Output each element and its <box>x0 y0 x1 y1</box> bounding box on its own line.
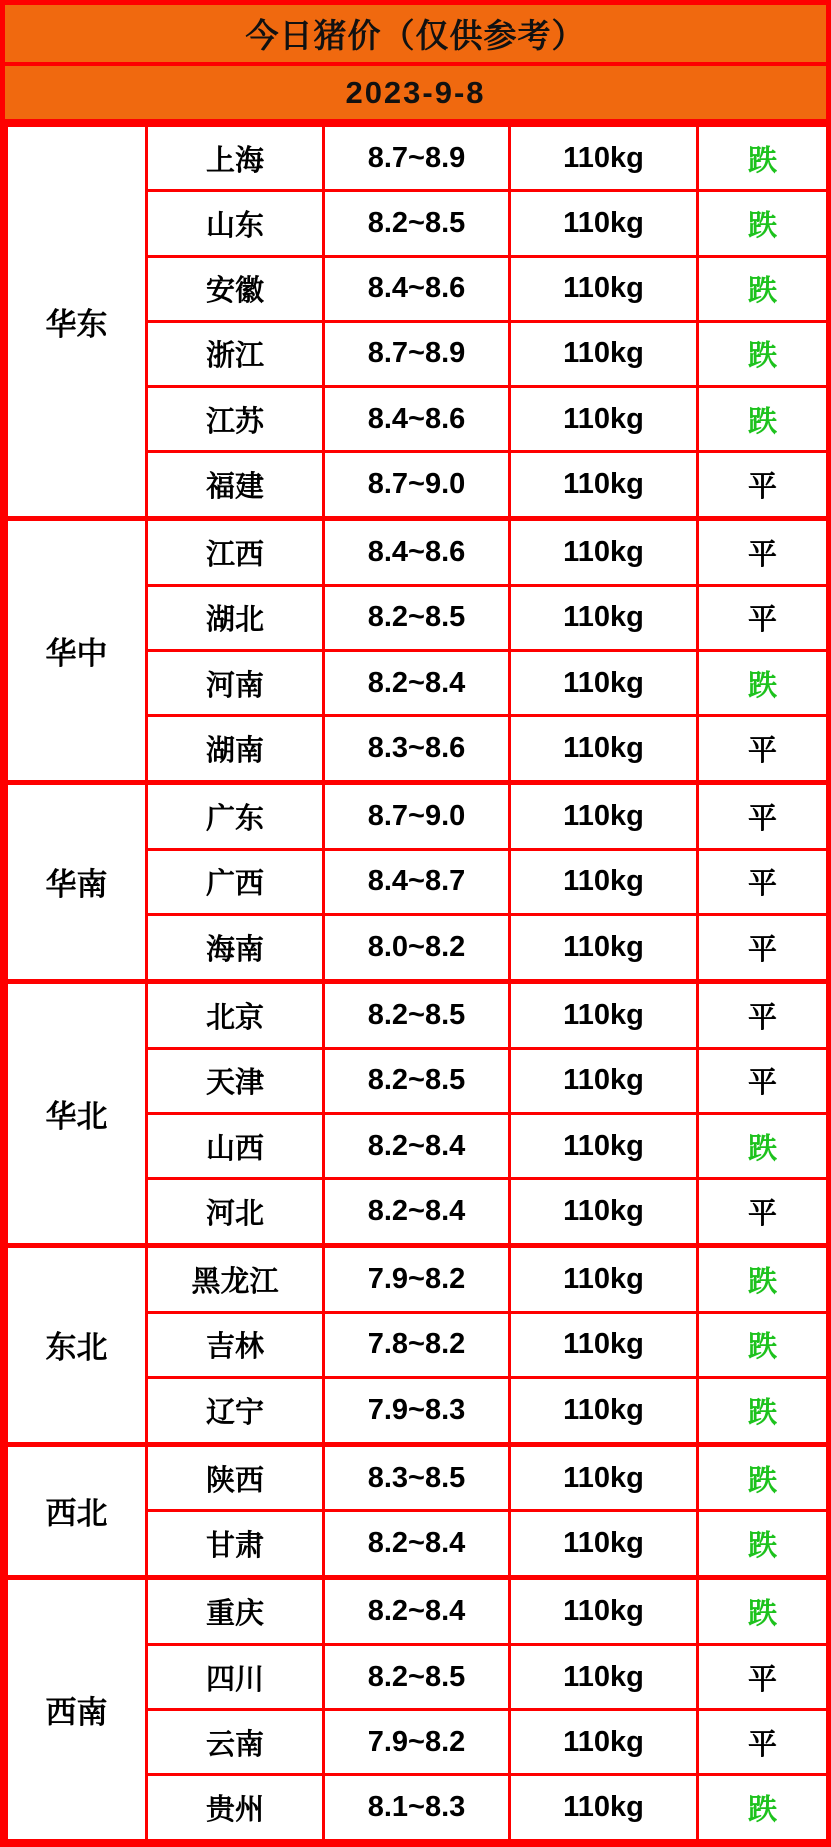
price-cell: 8.7~9.0 <box>324 452 510 519</box>
province-cell: 广东 <box>147 783 324 850</box>
weight-cell: 110kg <box>510 191 698 256</box>
table-row <box>7 1444 828 1511</box>
price-cell: 8.4~8.6 <box>324 519 510 586</box>
weight-cell: 110kg <box>510 849 698 914</box>
status-cell: 跌 <box>698 1377 828 1444</box>
province-cell: 山西 <box>147 1113 324 1178</box>
table-row <box>7 519 828 586</box>
status-cell: 平 <box>698 849 828 914</box>
price-cell: 8.7~9.0 <box>324 783 510 850</box>
weight-cell: 110kg <box>510 1444 698 1511</box>
status-cell: 平 <box>698 1710 828 1775</box>
weight-cell: 110kg <box>510 1511 698 1578</box>
weight-cell: 110kg <box>510 1377 698 1444</box>
status-cell: 跌 <box>698 1511 828 1578</box>
price-cell: 8.3~8.5 <box>324 1444 510 1511</box>
price-cell: 8.0~8.2 <box>324 915 510 982</box>
price-cell: 8.2~8.4 <box>324 1578 510 1645</box>
province-cell: 浙江 <box>147 321 324 386</box>
price-cell: 8.4~8.6 <box>324 387 510 452</box>
weight-cell: 110kg <box>510 716 698 783</box>
province-cell: 天津 <box>147 1048 324 1113</box>
weight-cell: 110kg <box>510 1179 698 1246</box>
province-cell: 安徽 <box>147 256 324 321</box>
status-cell: 跌 <box>698 256 828 321</box>
weight-cell: 110kg <box>510 783 698 850</box>
table-row <box>7 1245 828 1312</box>
status-cell: 跌 <box>698 1312 828 1377</box>
status-cell: 平 <box>698 1179 828 1246</box>
status-cell: 平 <box>698 783 828 850</box>
price-table <box>5 124 829 1842</box>
price-cell: 7.9~8.2 <box>324 1710 510 1775</box>
province-cell: 北京 <box>147 981 324 1048</box>
price-cell: 8.4~8.6 <box>324 256 510 321</box>
weight-cell: 110kg <box>510 321 698 386</box>
weight-cell: 110kg <box>510 1245 698 1312</box>
province-cell: 江苏 <box>147 387 324 452</box>
weight-cell: 110kg <box>510 1312 698 1377</box>
price-cell: 8.2~8.4 <box>324 651 510 716</box>
price-cell: 8.1~8.3 <box>324 1775 510 1841</box>
status-cell: 跌 <box>698 651 828 716</box>
price-cell: 8.3~8.6 <box>324 716 510 783</box>
province-cell: 河南 <box>147 651 324 716</box>
price-cell: 8.2~8.5 <box>324 585 510 650</box>
status-cell: 平 <box>698 716 828 783</box>
price-cell: 7.8~8.2 <box>324 1312 510 1377</box>
province-cell: 辽宁 <box>147 1377 324 1444</box>
weight-cell: 110kg <box>510 126 698 191</box>
province-cell: 湖南 <box>147 716 324 783</box>
province-cell: 海南 <box>147 915 324 982</box>
price-cell: 7.9~8.2 <box>324 1245 510 1312</box>
status-cell: 跌 <box>698 387 828 452</box>
province-cell: 江西 <box>147 519 324 586</box>
province-cell: 四川 <box>147 1644 324 1709</box>
status-cell: 跌 <box>698 1775 828 1841</box>
price-cell: 8.7~8.9 <box>324 126 510 191</box>
report-date: 2023-9-8 <box>345 74 486 110</box>
status-cell: 平 <box>698 981 828 1048</box>
province-cell: 河北 <box>147 1179 324 1246</box>
status-cell: 跌 <box>698 1245 828 1312</box>
weight-cell: 110kg <box>510 1113 698 1178</box>
price-cell: 8.4~8.7 <box>324 849 510 914</box>
weight-cell: 110kg <box>510 256 698 321</box>
price-cell: 8.2~8.5 <box>324 1048 510 1113</box>
date-banner <box>5 66 826 124</box>
weight-cell: 110kg <box>510 585 698 650</box>
price-cell: 8.2~8.4 <box>324 1511 510 1578</box>
status-cell: 平 <box>698 915 828 982</box>
status-cell: 平 <box>698 1048 828 1113</box>
page-title: 今日猪价（仅供参考） <box>245 17 586 54</box>
weight-cell: 110kg <box>510 651 698 716</box>
province-cell: 湖北 <box>147 585 324 650</box>
status-cell: 平 <box>698 585 828 650</box>
price-cell: 7.9~8.3 <box>324 1377 510 1444</box>
title-banner <box>5 5 826 66</box>
status-cell: 跌 <box>698 191 828 256</box>
province-cell: 云南 <box>147 1710 324 1775</box>
price-cell: 8.2~8.5 <box>324 191 510 256</box>
province-cell: 陕西 <box>147 1444 324 1511</box>
table-row <box>7 126 828 191</box>
status-cell: 跌 <box>698 126 828 191</box>
price-cell: 8.7~8.9 <box>324 321 510 386</box>
table-row <box>7 981 828 1048</box>
region-cell: 华中 <box>7 519 147 783</box>
status-cell: 跌 <box>698 1113 828 1178</box>
status-cell: 跌 <box>698 321 828 386</box>
province-cell: 福建 <box>147 452 324 519</box>
weight-cell: 110kg <box>510 1710 698 1775</box>
weight-cell: 110kg <box>510 1048 698 1113</box>
weight-cell: 110kg <box>510 387 698 452</box>
weight-cell: 110kg <box>510 1578 698 1645</box>
province-cell: 吉林 <box>147 1312 324 1377</box>
weight-cell: 110kg <box>510 1775 698 1841</box>
province-cell: 重庆 <box>147 1578 324 1645</box>
province-cell: 广西 <box>147 849 324 914</box>
weight-cell: 110kg <box>510 915 698 982</box>
status-cell: 平 <box>698 519 828 586</box>
weight-cell: 110kg <box>510 519 698 586</box>
province-cell: 上海 <box>147 126 324 191</box>
region-cell: 华南 <box>7 783 147 982</box>
price-table-body <box>7 126 828 1841</box>
province-cell: 贵州 <box>147 1775 324 1841</box>
weight-cell: 110kg <box>510 452 698 519</box>
price-cell: 8.2~8.4 <box>324 1179 510 1246</box>
status-cell: 跌 <box>698 1444 828 1511</box>
weight-cell: 110kg <box>510 1644 698 1709</box>
region-cell: 华北 <box>7 981 147 1245</box>
price-cell: 8.2~8.5 <box>324 981 510 1048</box>
province-cell: 甘肃 <box>147 1511 324 1578</box>
region-cell: 西南 <box>7 1578 147 1841</box>
region-cell: 东北 <box>7 1245 147 1444</box>
province-cell: 黑龙江 <box>147 1245 324 1312</box>
price-cell: 8.2~8.4 <box>324 1113 510 1178</box>
status-cell: 平 <box>698 1644 828 1709</box>
price-cell: 8.2~8.5 <box>324 1644 510 1709</box>
status-cell: 平 <box>698 452 828 519</box>
table-row <box>7 1578 828 1645</box>
weight-cell: 110kg <box>510 981 698 1048</box>
status-cell: 跌 <box>698 1578 828 1645</box>
province-cell: 山东 <box>147 191 324 256</box>
region-cell: 西北 <box>7 1444 147 1578</box>
region-cell: 华东 <box>7 126 147 519</box>
table-row <box>7 783 828 850</box>
